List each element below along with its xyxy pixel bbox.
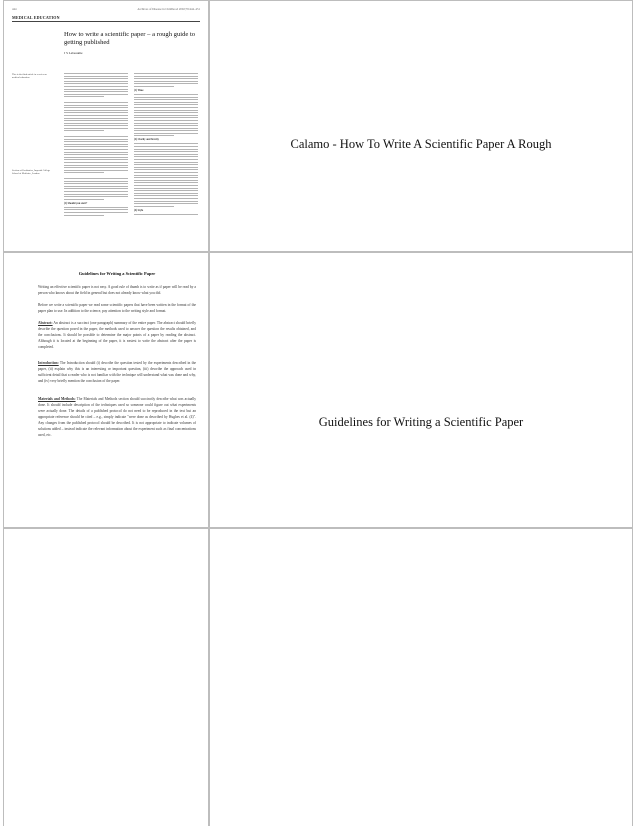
journal-reference: Archives of Disease in Childhood 2002;79:444–451	[137, 7, 200, 11]
empty-result-cell	[209, 528, 633, 826]
result-title-link[interactable]: Guidelines for Writing a Scientific Paper	[318, 415, 524, 429]
guidelines-page-preview	[4, 253, 208, 527]
article-author: J S Lebeaume	[64, 51, 83, 55]
reading-paragraph: Before we write a scientific paper we read some scientific papers that have been written in the format of the paper plan to use. In addition to the science, pay attention to the writing style and format.	[38, 303, 196, 313]
author-affiliation: Section of Paediatrics, Imperial College School of Medicine, London	[12, 169, 51, 175]
methods-keyword: Materials and Methods:	[38, 397, 76, 401]
image-results-grid	[3, 0, 633, 826]
heading-time: (1) Time	[134, 88, 144, 92]
heading-style: (4) Style	[134, 208, 144, 212]
guidelines-title: Guidelines for Writing a Scientific Paper	[78, 271, 156, 276]
text-column-right	[134, 73, 198, 247]
margin-note: This is the third article in a series on medical education	[12, 73, 47, 79]
introduction-paragraph: Introduction: The Introduction should (i) describe the question tested by the experiments described in the paper, (ii) explain why this is an interesting or important question, (iii) describe the approach used in sufficient detail that a reader who is not familiar with the technique will understand what was done and why, and (iv) very briefly mention the conclusion of the paper.	[38, 361, 196, 383]
result-caption-cell-2[interactable]	[209, 252, 633, 528]
heading-clarity: (2) Clarity and brevity	[134, 138, 159, 142]
section-divider	[12, 21, 200, 22]
section-label: MEDICAL EDUCATION	[12, 15, 60, 20]
empty-result-cell	[3, 528, 209, 826]
page-number: 444	[12, 7, 17, 11]
intro-paragraph: Writing an effective scientific paper is not easy. A good rule of thumb is to write as if paper will be read by a person who knows about the field in general but does not already know what you did.	[38, 285, 196, 295]
abstract-keyword: Abstract:	[38, 321, 53, 325]
introduction-keyword: Introduction:	[38, 361, 59, 365]
result-caption-cell-1[interactable]	[209, 0, 633, 252]
article-title: How to write a scientific paper – a rough guide to getting published	[64, 31, 196, 46]
result-title-link[interactable]: Calamo - How To Write A Scientific Paper A Rough	[290, 137, 552, 151]
heading-should-you-start: (1) Should you start?	[64, 201, 88, 205]
article-page-preview	[4, 1, 208, 251]
result-thumbnail-journal-article[interactable]	[3, 0, 209, 252]
methods-paragraph: Materials and Methods: The Materials and Methods section should succinctly describe what was actually done. It should include description of the techniques used so someone could figure out what experiments were actually done. The details of a published protocol do not need to be reproduced in the text but an appropriate reference should be cited – e.g., simply indicate "were done as described by Hughes et al. (4)". Any changes from the published protocol should be described. It is not appropriate to indicate volumes of solutions added – instead indicate the relevant information about the experiment such as final concentrations used, etc.	[38, 397, 196, 437]
text-column-left	[64, 73, 128, 247]
result-thumbnail-guidelines[interactable]	[3, 252, 209, 528]
article-body	[12, 73, 200, 247]
abstract-paragraph: Abstract: An abstract is a succinct (one paragraph) summary of the entire paper. The abstract should briefly describe the question posed in the paper, the methods used to answer the question the results obtained, and the conclusions. It should be possible to determine the major points of a paper by reading the abstract. Although it is located at the beginning of the paper, it is easiest to write the abstract after the paper is completed.	[38, 321, 196, 349]
